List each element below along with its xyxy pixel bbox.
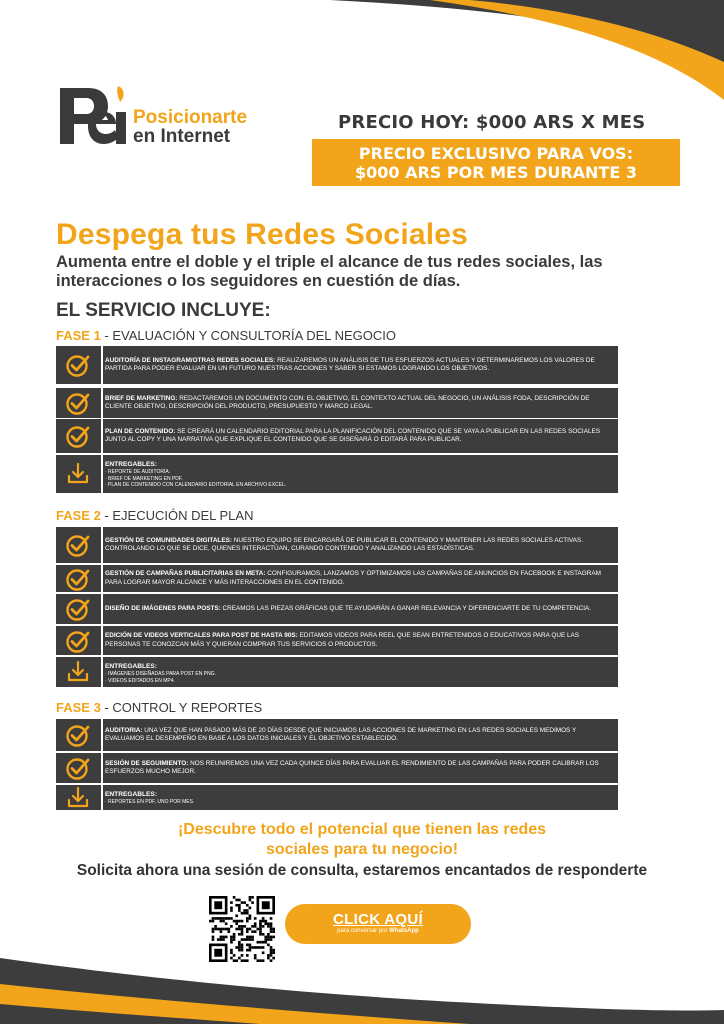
phase-heading-3 — [56, 700, 262, 715]
deliverable-item: · BRIEF DE MARKETING EN PDF. — [105, 475, 183, 482]
service-item-description: NUESTRO EQUIPO SE ENCARGARÁ DE PUBLICAR EL CONTENIDO Y MANTENER LAS REDES SOCIALES ACTIVAS. CONTROLANDO LO QUE SE DICE, QUIENES INTERACTÚAN, CURANDO CONTENIDO Y ANALIZANDO LAS ESTADÍSTICAS. — [105, 536, 583, 552]
whatsapp-label: WhatsApp — [389, 928, 419, 934]
deliverable-item: · PLAN DE CONTENIDO CON CALENDARIO EDITORIAL EN ARCHIVO EXCEL. — [105, 481, 287, 488]
phase-name: - CONTROL Y REPORTES — [100, 700, 263, 715]
check-circle-icon — [56, 626, 100, 655]
service-item-title: EDICIÓN DE VIDEOS VERTICALES PARA POST DE HASTA 90S: — [105, 632, 298, 640]
service-heading: EL SERVICIO INCLUYE: — [56, 300, 271, 321]
deliverables-text — [105, 785, 610, 810]
click-here-label: CLICK AQUÍ — [333, 911, 423, 928]
phase-label: FASE 3 — [56, 700, 101, 715]
phase-label: FASE 1 — [56, 328, 101, 343]
row-divider — [101, 527, 103, 563]
row-divider — [101, 455, 103, 493]
deliverables-title: ENTREGABLES: — [105, 791, 158, 798]
row-divider — [101, 719, 103, 751]
deliverables-title: ENTREGABLES: — [105, 461, 158, 468]
service-item-text — [105, 753, 610, 783]
phase-heading-2 — [56, 508, 253, 523]
check-circle-icon — [56, 388, 100, 418]
row-divider — [101, 346, 103, 384]
check-circle-icon — [56, 346, 100, 384]
row-divider — [101, 419, 103, 453]
service-item-title: GESTIÓN DE CAMPAÑAS PUBLICITARIAS EN META: — [105, 570, 266, 578]
service-item-text — [105, 419, 610, 453]
row-divider — [101, 753, 103, 783]
service-item-text — [105, 565, 610, 592]
service-item-title: SESIÓN DE SEGUIMIENTO: — [105, 759, 189, 767]
deliverables-row — [56, 785, 618, 810]
deliverable-item: · VIDEOS EDITADOS EN MP4. — [105, 677, 175, 684]
service-item — [56, 527, 618, 563]
phase-heading-1 — [56, 328, 396, 343]
exclusive-price-box — [312, 139, 680, 186]
service-item-description: REDACTAREMOS UN DOCUMENTO CON: EL OBJETIVO, EL CONTEXTO ACTUAL DEL NEGOCIO, UN ANÁLISIS FODA, DESCRIPCIÓN DE CLIENTE OBJETIVO, DESCRIPCIÓN DEL PRODUCTO, PRESUPUESTO Y MARCO LEGAL. — [105, 394, 590, 410]
service-item-title: PLAN DE CONTENIDO: — [105, 427, 176, 435]
download-tray-icon — [56, 455, 100, 493]
service-item — [56, 346, 618, 384]
phase-name: - EJECUCIÓN DEL PLAN — [100, 508, 254, 523]
deliverable-item: · REPORTE DE AUDITORÍA. — [105, 469, 171, 476]
service-item-title: BRIEF DE MARKETING: — [105, 394, 178, 402]
click-here-sublabel-prefix: para conversar por — [337, 928, 390, 934]
brand-name-line1: Posicionarte — [133, 107, 248, 128]
page-title: Despega tus Redes Sociales — [56, 218, 469, 251]
deliverables-text — [105, 455, 610, 493]
cta-highlight — [60, 820, 664, 860]
click-here-sublabel — [285, 928, 471, 934]
row-divider — [101, 388, 103, 418]
page-subtitle: Aumenta entre el doble y el triple el alcance de tus redes sociales, las interacciones o los seguidores en cuestión de días. — [56, 253, 603, 290]
service-item-description: SE CREARÁ UN CALENDARIO EDITORIAL PARA LA PLANIFICACIÓN DEL CONTENIDO QUE SE VAYA A PUBLICAR EN LAS REDES SOCIALES JUNTO AL COPY Y UNA NARRATIVA QUE EXPLIQUE EL CONTENIDO QUE SE DISEÑARÁ O EDITARÁ PARA PUBLICAR. — [105, 427, 601, 443]
service-item — [56, 626, 618, 655]
service-item-text — [105, 719, 610, 751]
service-item — [56, 388, 618, 418]
service-item-text — [105, 388, 610, 418]
check-circle-icon — [56, 419, 100, 453]
deliverables-text — [105, 657, 610, 687]
click-here-button[interactable] — [285, 904, 471, 944]
check-circle-icon — [56, 594, 100, 624]
service-item-description: EDITAMOS VIDEOS PARA REEL QUE SEAN ENTRETENIDOS O EDUCATIVOS PARA QUE LAS PERSONAS TE CONOZCAN MÁS Y QUIERAN COMPRAR TUS SERVICIOS O PRODUCTOS. — [105, 632, 580, 648]
service-item-text — [105, 626, 610, 655]
exclusive-price-line2: $000 ARS POR MES DURANTE 3 — [355, 163, 637, 182]
row-divider — [101, 657, 103, 687]
download-tray-icon — [56, 657, 100, 687]
service-item — [56, 565, 618, 592]
deliverables-row — [56, 455, 618, 493]
download-tray-icon — [56, 785, 100, 810]
check-circle-icon — [56, 565, 100, 592]
row-divider — [101, 594, 103, 624]
row-divider — [101, 785, 103, 810]
qr-code-icon[interactable] — [209, 896, 275, 962]
service-item-text — [105, 346, 610, 384]
service-item-text — [105, 594, 610, 624]
deliverables-row — [56, 657, 618, 687]
service-item-description: NOS REUNIREMOS UNA VEZ CADA QUINCE DÍAS PARA EVALUAR EL RENDIMIENTO DE LAS CAMPAÑAS PARA PODER CALIBRAR LOS ESFUERZOS MUCHO MEJOR. — [105, 759, 599, 775]
brand-name-line2: en Internet — [133, 126, 231, 147]
service-item-title: DISEÑO DE IMÁGENES PARA POSTS: — [105, 604, 221, 612]
exclusive-price-line1: PRECIO EXCLUSIVO PARA VOS: — [358, 144, 634, 163]
service-item-text — [105, 527, 610, 563]
phase-name: - EVALUACIÓN Y CONSULTORÍA DEL NEGOCIO — [100, 328, 397, 343]
service-item-description: REALIZAREMOS UN ANÁLISIS DE TUS ESFUERZOS ACTUALES Y DETERMINAREMOS LOS VALORES DE PARTIDA PARA PODER EVALUAR EN UN FUTURO NUESTRAS ACCIONES Y SABER SI ESTAMOS LOGRANDO LOS OBJETIVOS. — [105, 356, 595, 372]
service-item-description: CONFIGURAMOS, LANZAMOS Y OPTIMIZAMOS LAS CAMPAÑAS DE ANUNCIOS EN FACEBOOK E INSTAGRAM PARA LOGRAR MAYOR ALCANCE Y MÁS INTERACCIONES EN EL CONTENIDO. — [105, 570, 601, 586]
price-today: PRECIO HOY: $000 ARS X MES — [338, 112, 646, 133]
deliverables-title: ENTREGABLES: — [105, 663, 158, 670]
deliverable-item: · IMÁGENES DISEÑADAS PARA POST EN PNG. — [105, 671, 216, 678]
service-item — [56, 719, 618, 751]
service-item-title: AUDITORÍA DE INSTAGRAM/OTRAS REDES SOCIALES: — [105, 356, 276, 364]
cta-highlight-line1: ¡Descubre todo el potencial que tienen las redes — [177, 821, 547, 838]
phase-label: FASE 2 — [56, 508, 101, 523]
deliverable-item: · REPORTES EN PDF, UNO POR MES. — [105, 799, 195, 806]
row-divider — [101, 565, 103, 592]
check-circle-icon — [56, 753, 100, 783]
check-circle-icon — [56, 527, 100, 563]
cta-invite: Solicita ahora una sesión de consulta, estaremos encantados de responderte — [76, 862, 648, 879]
cta-highlight-line2: sociales para tu negocio! — [265, 841, 459, 858]
row-divider — [101, 626, 103, 655]
brand-name — [133, 108, 247, 146]
service-item-description: UNA VEZ QUE HAN PASADO MÁS DE 20 DÍAS DESDE QUE INICIAMOS LAS ACCIONES DE MARKETING EN LAS REDES SOCIALES MEDIMOS Y EVALUAMOS EL DESEMPEÑO EN BASE A LOS DATOS INICIALES Y EL OBJETIVO ESTABLECIDO. — [105, 726, 577, 742]
service-item — [56, 753, 618, 783]
check-circle-icon — [56, 719, 100, 751]
service-item — [56, 594, 618, 624]
service-item-description: CREAMOS LAS PIEZAS GRÁFICAS QUE TE AYUDARÁN A GANAR RELEVANCIA Y DIFERENCIARTE DE TU COMPETENCIA. — [220, 604, 592, 612]
brand-logo-icon — [58, 82, 128, 150]
service-item — [56, 419, 618, 453]
service-item-title: GESTIÓN DE COMUNIDADES DIGITALES: — [105, 536, 232, 544]
service-item-title: AUDITORIA: — [105, 726, 143, 734]
